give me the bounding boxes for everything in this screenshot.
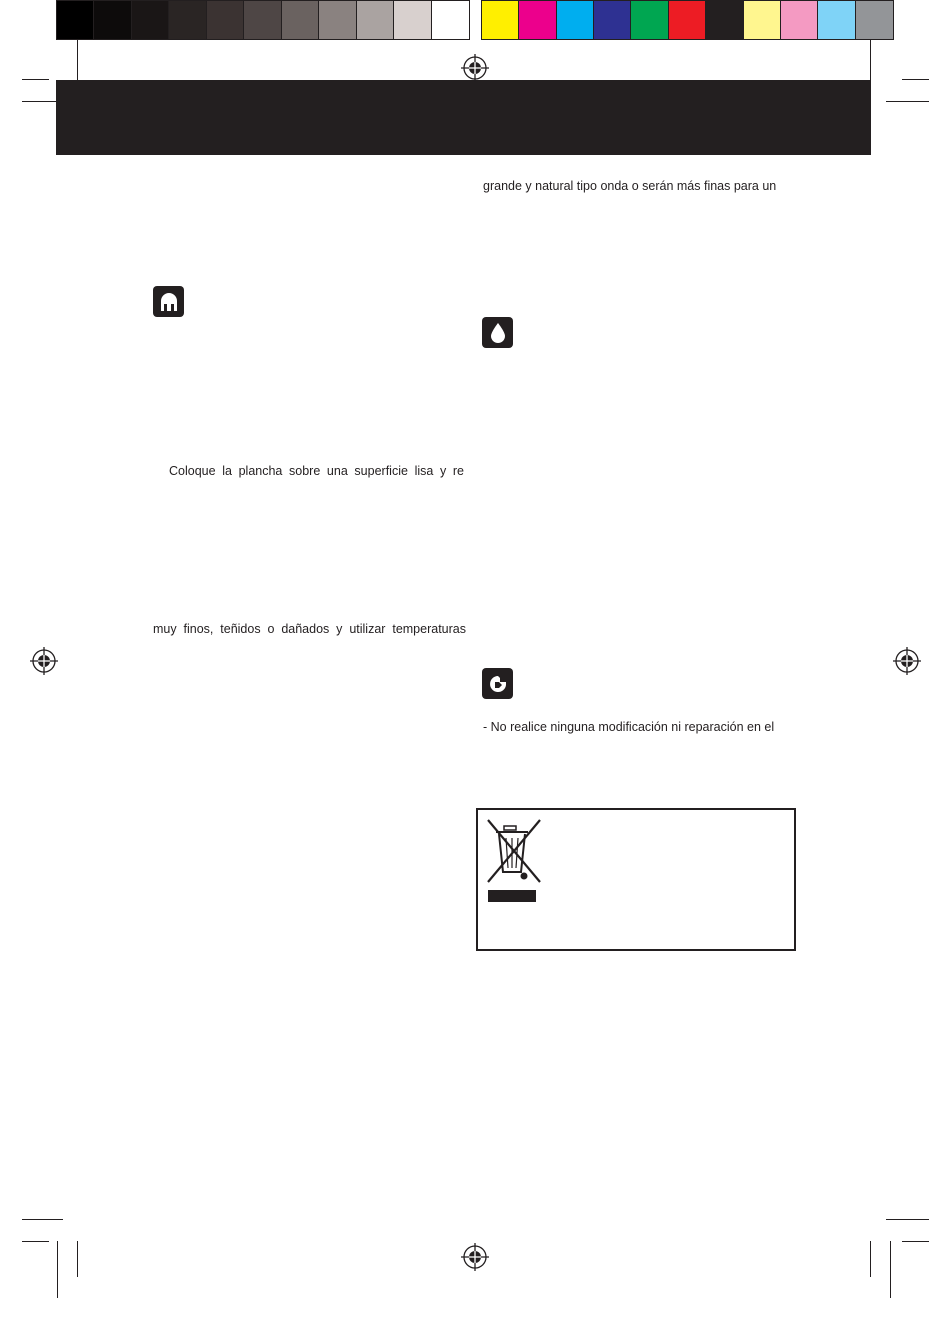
crop-mark	[902, 79, 929, 80]
crop-mark	[870, 1241, 871, 1277]
color-swatch	[394, 1, 431, 39]
wrench-icon	[482, 668, 513, 699]
crop-mark	[890, 1241, 891, 1298]
crop-mark	[22, 1241, 49, 1242]
crop-mark	[22, 101, 60, 102]
color-swatch	[207, 1, 244, 39]
color-swatch	[594, 1, 631, 39]
crop-mark	[57, 80, 58, 102]
crop-mark	[22, 1219, 63, 1220]
crossed-out-wheelie-bin-icon	[484, 818, 544, 884]
color-swatch	[432, 1, 469, 39]
color-swatch	[244, 1, 281, 39]
crop-mark	[22, 79, 49, 80]
color-swatch	[818, 1, 855, 39]
body-text-line: Coloque la plancha sobre una superficie lisa y re	[169, 464, 464, 478]
crop-mark	[77, 40, 78, 87]
color-swatch	[519, 1, 556, 39]
color-swatch	[282, 1, 319, 39]
color-swatch	[631, 1, 668, 39]
crop-mark	[902, 1241, 929, 1242]
body-text-line: - No realice ninguna modificación ni reparación en el	[483, 720, 775, 734]
registration-mark-icon	[30, 647, 58, 675]
weee-black-bar	[488, 890, 536, 902]
crop-mark	[886, 1219, 929, 1220]
color-swatch	[856, 1, 893, 39]
color-swatch	[169, 1, 206, 39]
body-text-line: muy finos, teñidos o dañados y utilizar temperaturas	[153, 622, 466, 636]
color-swatch	[781, 1, 818, 39]
color-swatch	[706, 1, 743, 39]
color-swatch	[319, 1, 356, 39]
process-color-bar	[481, 0, 894, 40]
grayscale-color-bar	[56, 0, 470, 40]
color-swatch	[482, 1, 519, 39]
weee-disposal-notice	[476, 808, 796, 951]
registration-mark-icon	[461, 1243, 489, 1271]
crop-mark	[57, 1241, 58, 1298]
crop-mark	[886, 101, 929, 102]
body-text-line: grande y natural tipo onda o serán más finas para un	[483, 179, 777, 193]
color-swatch	[94, 1, 131, 39]
color-swatch	[132, 1, 169, 39]
crop-mark	[870, 40, 871, 87]
color-swatch	[357, 1, 394, 39]
water-drop-icon	[482, 317, 513, 348]
color-swatch	[557, 1, 594, 39]
crop-mark	[77, 1241, 78, 1277]
plug-icon	[153, 286, 184, 317]
registration-mark-icon	[461, 54, 489, 82]
header-band	[56, 80, 871, 155]
color-swatch	[57, 1, 94, 39]
registration-mark-icon	[893, 647, 921, 675]
color-swatch	[744, 1, 781, 39]
color-swatch	[669, 1, 706, 39]
